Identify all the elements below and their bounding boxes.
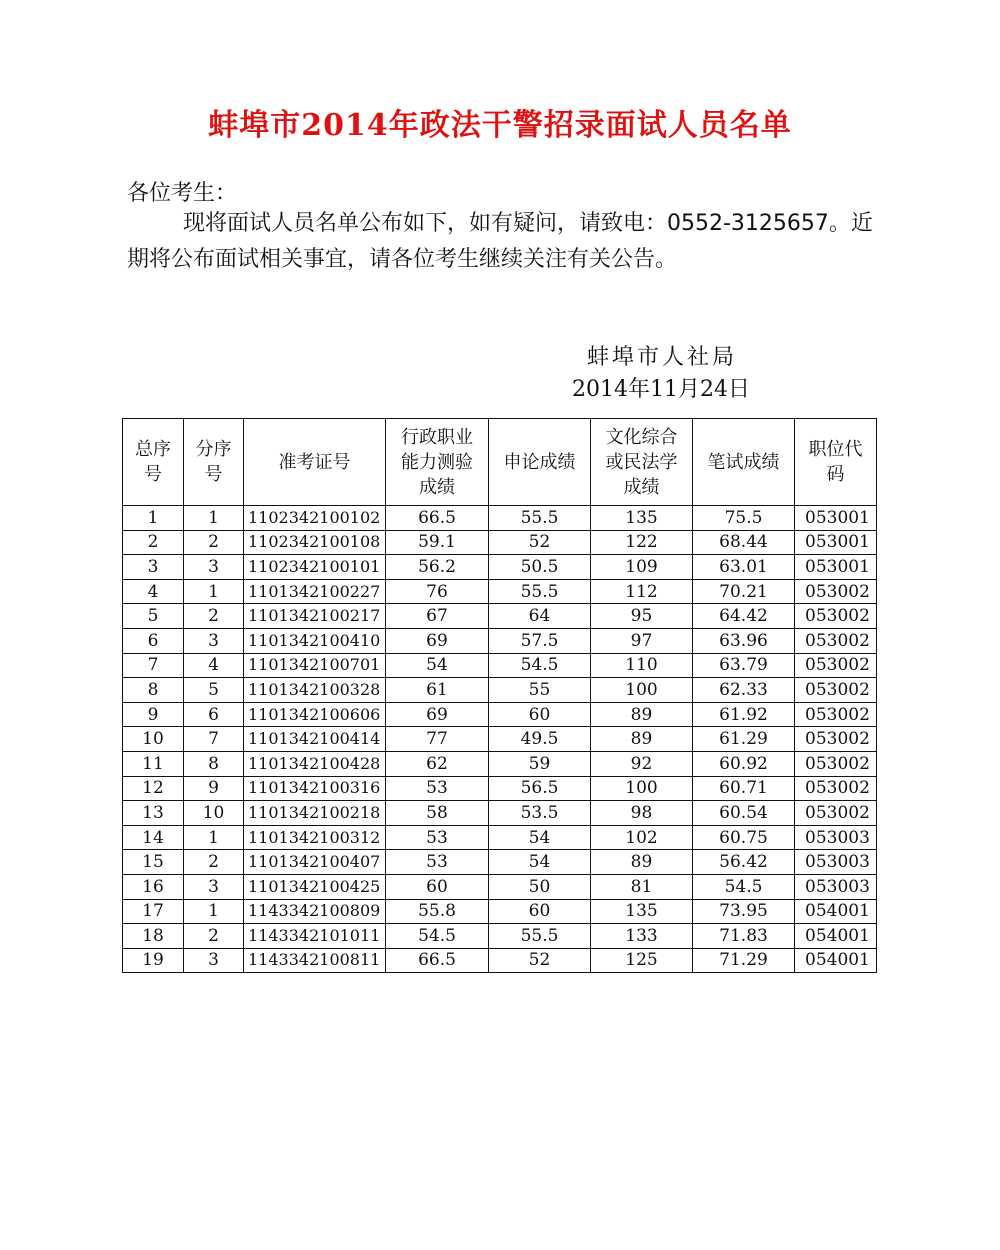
total-seq-cell: 5 xyxy=(123,604,184,629)
comprehensive-score-cell: 125 xyxy=(591,948,693,973)
written-score-cell: 56.42 xyxy=(693,850,795,875)
table-row xyxy=(123,653,877,678)
aptitude-score-cell: 54.5 xyxy=(386,924,489,949)
exam-id-cell: 1101342100316 xyxy=(244,776,386,801)
position-code-cell: 053003 xyxy=(795,850,877,875)
position-code-cell: 054001 xyxy=(795,899,877,924)
table-row xyxy=(123,506,877,531)
essay-score-cell: 50 xyxy=(489,874,591,899)
sub-seq-cell: 2 xyxy=(184,850,244,875)
written-score-cell: 63.79 xyxy=(693,653,795,678)
written-score-cell: 68.44 xyxy=(693,530,795,555)
table-row xyxy=(123,628,877,653)
exam-id-cell: 1101342100410 xyxy=(244,628,386,653)
position-code-cell: 053003 xyxy=(795,874,877,899)
sub-seq-cell: 7 xyxy=(184,727,244,752)
comprehensive-score-cell: 89 xyxy=(591,850,693,875)
table-row xyxy=(123,850,877,875)
comprehensive-score-cell: 97 xyxy=(591,628,693,653)
page-title: 蚌埠市2014年政法干警招录面试人员名单 xyxy=(208,108,792,143)
comprehensive-score-cell: 100 xyxy=(591,776,693,801)
exam-id-cell: 1143342101011 xyxy=(244,924,386,949)
table-row xyxy=(123,924,877,949)
essay-score-cell: 55.5 xyxy=(489,506,591,531)
essay-score-cell: 56.5 xyxy=(489,776,591,801)
written-score-cell: 60.92 xyxy=(693,751,795,776)
total-seq-cell: 11 xyxy=(123,751,184,776)
position-code-cell: 053003 xyxy=(795,825,877,850)
total-seq-cell: 12 xyxy=(123,776,184,801)
table-row xyxy=(123,948,877,973)
written-score-cell: 60.71 xyxy=(693,776,795,801)
total-seq-cell: 3 xyxy=(123,555,184,580)
exam-id-cell: 1101342100407 xyxy=(244,850,386,875)
header-total-seq: 总序号 xyxy=(123,419,184,506)
written-score-cell: 62.33 xyxy=(693,678,795,703)
aptitude-score-cell: 56.2 xyxy=(386,555,489,580)
table-header-row xyxy=(123,419,877,506)
table-row xyxy=(123,530,877,555)
aptitude-score-cell: 67 xyxy=(386,604,489,629)
exam-id-cell: 1101342100217 xyxy=(244,604,386,629)
header-comprehensive-score: 文化综合或民法学成绩 xyxy=(591,419,693,506)
comprehensive-score-cell: 135 xyxy=(591,899,693,924)
aptitude-score-cell: 69 xyxy=(386,702,489,727)
comprehensive-score-cell: 109 xyxy=(591,555,693,580)
table-row xyxy=(123,555,877,580)
total-seq-cell: 10 xyxy=(123,727,184,752)
position-code-cell: 053001 xyxy=(795,555,877,580)
exam-id-cell: 1101342100227 xyxy=(244,579,386,604)
aptitude-score-cell: 54 xyxy=(386,653,489,678)
comprehensive-score-cell: 98 xyxy=(591,801,693,826)
comprehensive-score-cell: 89 xyxy=(591,727,693,752)
sub-seq-cell: 1 xyxy=(184,899,244,924)
position-code-cell: 053002 xyxy=(795,751,877,776)
sub-seq-cell: 3 xyxy=(184,948,244,973)
total-seq-cell: 13 xyxy=(123,801,184,826)
exam-id-cell: 1102342100102 xyxy=(244,506,386,531)
total-seq-cell: 14 xyxy=(123,825,184,850)
sub-seq-cell: 3 xyxy=(184,628,244,653)
header-aptitude-score: 行政职业能力测验成绩 xyxy=(386,419,489,506)
aptitude-score-cell: 77 xyxy=(386,727,489,752)
position-code-cell: 054001 xyxy=(795,948,877,973)
sub-seq-cell: 2 xyxy=(184,604,244,629)
aptitude-score-cell: 61 xyxy=(386,678,489,703)
position-code-cell: 053002 xyxy=(795,702,877,727)
table-row xyxy=(123,727,877,752)
essay-score-cell: 54.5 xyxy=(489,653,591,678)
essay-score-cell: 60 xyxy=(489,899,591,924)
written-score-cell: 75.5 xyxy=(693,506,795,531)
table-row xyxy=(123,702,877,727)
written-score-cell: 64.42 xyxy=(693,604,795,629)
position-code-cell: 053001 xyxy=(795,530,877,555)
header-essay-score: 申论成绩 xyxy=(489,419,591,506)
written-score-cell: 63.96 xyxy=(693,628,795,653)
position-code-cell: 053002 xyxy=(795,727,877,752)
sub-seq-cell: 2 xyxy=(184,924,244,949)
sub-seq-cell: 5 xyxy=(184,678,244,703)
position-code-cell: 053002 xyxy=(795,604,877,629)
comprehensive-score-cell: 112 xyxy=(591,579,693,604)
table-row xyxy=(123,678,877,703)
sub-seq-cell: 6 xyxy=(184,702,244,727)
comprehensive-score-cell: 81 xyxy=(591,874,693,899)
exam-id-cell: 1101342100312 xyxy=(244,825,386,850)
header-exam-id: 准考证号 xyxy=(244,419,386,506)
table-row xyxy=(123,874,877,899)
essay-score-cell: 55.5 xyxy=(489,924,591,949)
exam-id-cell: 1101342100701 xyxy=(244,653,386,678)
sub-seq-cell: 1 xyxy=(184,506,244,531)
exam-id-cell: 1101342100414 xyxy=(244,727,386,752)
essay-score-cell: 49.5 xyxy=(489,727,591,752)
position-code-cell: 053002 xyxy=(795,579,877,604)
written-score-cell: 60.54 xyxy=(693,801,795,826)
aptitude-score-cell: 62 xyxy=(386,751,489,776)
exam-id-cell: 1101342100428 xyxy=(244,751,386,776)
sub-seq-cell: 3 xyxy=(184,555,244,580)
total-seq-cell: 7 xyxy=(123,653,184,678)
essay-score-cell: 54 xyxy=(489,825,591,850)
essay-score-cell: 64 xyxy=(489,604,591,629)
position-code-cell: 053002 xyxy=(795,776,877,801)
table-row xyxy=(123,825,877,850)
essay-score-cell: 52 xyxy=(489,948,591,973)
table-row xyxy=(123,751,877,776)
exam-id-cell: 1143342100809 xyxy=(244,899,386,924)
aptitude-score-cell: 58 xyxy=(386,801,489,826)
header-position-code: 职位代码 xyxy=(795,419,877,506)
aptitude-score-cell: 55.8 xyxy=(386,899,489,924)
written-score-cell: 54.5 xyxy=(693,874,795,899)
essay-score-cell: 54 xyxy=(489,850,591,875)
sub-seq-cell: 10 xyxy=(184,801,244,826)
exam-id-cell: 1102342100101 xyxy=(244,555,386,580)
essay-score-cell: 52 xyxy=(489,530,591,555)
header-sub-seq: 分序号 xyxy=(184,419,244,506)
comprehensive-score-cell: 122 xyxy=(591,530,693,555)
signature-org: 蚌埠市人社局 xyxy=(587,345,738,370)
exam-id-cell: 1101342100606 xyxy=(244,702,386,727)
essay-score-cell: 55 xyxy=(489,678,591,703)
written-score-cell: 63.01 xyxy=(693,555,795,580)
salutation: 各位考生： xyxy=(127,181,238,206)
essay-score-cell: 55.5 xyxy=(489,579,591,604)
position-code-cell: 054001 xyxy=(795,924,877,949)
aptitude-score-cell: 69 xyxy=(386,628,489,653)
sub-seq-cell: 2 xyxy=(184,530,244,555)
sub-seq-cell: 8 xyxy=(184,751,244,776)
total-seq-cell: 15 xyxy=(123,850,184,875)
essay-score-cell: 50.5 xyxy=(489,555,591,580)
essay-score-cell: 53.5 xyxy=(489,801,591,826)
exam-id-cell: 1102342100108 xyxy=(244,530,386,555)
exam-id-cell: 1143342100811 xyxy=(244,948,386,973)
position-code-cell: 053002 xyxy=(795,653,877,678)
table-body xyxy=(123,506,877,973)
exam-id-cell: 1101342100425 xyxy=(244,874,386,899)
table-row xyxy=(123,801,877,826)
written-score-cell: 60.75 xyxy=(693,825,795,850)
total-seq-cell: 8 xyxy=(123,678,184,703)
notice-body: 现将面试人员名单公布如下，如有疑问，请致电：0552-3125657。近期将公布面试相关事宜，请各位考生继续关注有关公告。 xyxy=(127,211,873,272)
written-score-cell: 61.92 xyxy=(693,702,795,727)
sub-seq-cell: 3 xyxy=(184,874,244,899)
table-row xyxy=(123,579,877,604)
aptitude-score-cell: 66.5 xyxy=(386,506,489,531)
sub-seq-cell: 4 xyxy=(184,653,244,678)
total-seq-cell: 1 xyxy=(123,506,184,531)
comprehensive-score-cell: 92 xyxy=(591,751,693,776)
written-score-cell: 61.29 xyxy=(693,727,795,752)
comprehensive-score-cell: 100 xyxy=(591,678,693,703)
sub-seq-cell: 1 xyxy=(184,579,244,604)
sub-seq-cell: 9 xyxy=(184,776,244,801)
total-seq-cell: 6 xyxy=(123,628,184,653)
sub-seq-cell: 1 xyxy=(184,825,244,850)
written-score-cell: 71.83 xyxy=(693,924,795,949)
exam-id-cell: 1101342100328 xyxy=(244,678,386,703)
total-seq-cell: 9 xyxy=(123,702,184,727)
total-seq-cell: 19 xyxy=(123,948,184,973)
interview-roster-table xyxy=(122,418,877,973)
total-seq-cell: 16 xyxy=(123,874,184,899)
position-code-cell: 053002 xyxy=(795,801,877,826)
aptitude-score-cell: 53 xyxy=(386,825,489,850)
aptitude-score-cell: 60 xyxy=(386,874,489,899)
comprehensive-score-cell: 102 xyxy=(591,825,693,850)
table-row xyxy=(123,776,877,801)
table-row xyxy=(123,604,877,629)
total-seq-cell: 4 xyxy=(123,579,184,604)
comprehensive-score-cell: 89 xyxy=(591,702,693,727)
aptitude-score-cell: 66.5 xyxy=(386,948,489,973)
total-seq-cell: 17 xyxy=(123,899,184,924)
exam-id-cell: 1101342100218 xyxy=(244,801,386,826)
total-seq-cell: 2 xyxy=(123,530,184,555)
aptitude-score-cell: 53 xyxy=(386,850,489,875)
written-score-cell: 73.95 xyxy=(693,899,795,924)
essay-score-cell: 57.5 xyxy=(489,628,591,653)
aptitude-score-cell: 59.1 xyxy=(386,530,489,555)
essay-score-cell: 60 xyxy=(489,702,591,727)
comprehensive-score-cell: 133 xyxy=(591,924,693,949)
written-score-cell: 70.21 xyxy=(693,579,795,604)
header-written-score: 笔试成绩 xyxy=(693,419,795,506)
position-code-cell: 053002 xyxy=(795,628,877,653)
aptitude-score-cell: 53 xyxy=(386,776,489,801)
comprehensive-score-cell: 110 xyxy=(591,653,693,678)
position-code-cell: 053001 xyxy=(795,506,877,531)
comprehensive-score-cell: 135 xyxy=(591,506,693,531)
essay-score-cell: 59 xyxy=(489,751,591,776)
aptitude-score-cell: 76 xyxy=(386,579,489,604)
signature-date: 2014年11月24日 xyxy=(572,377,750,402)
comprehensive-score-cell: 95 xyxy=(591,604,693,629)
table-row xyxy=(123,899,877,924)
written-score-cell: 71.29 xyxy=(693,948,795,973)
total-seq-cell: 18 xyxy=(123,924,184,949)
position-code-cell: 053002 xyxy=(795,678,877,703)
